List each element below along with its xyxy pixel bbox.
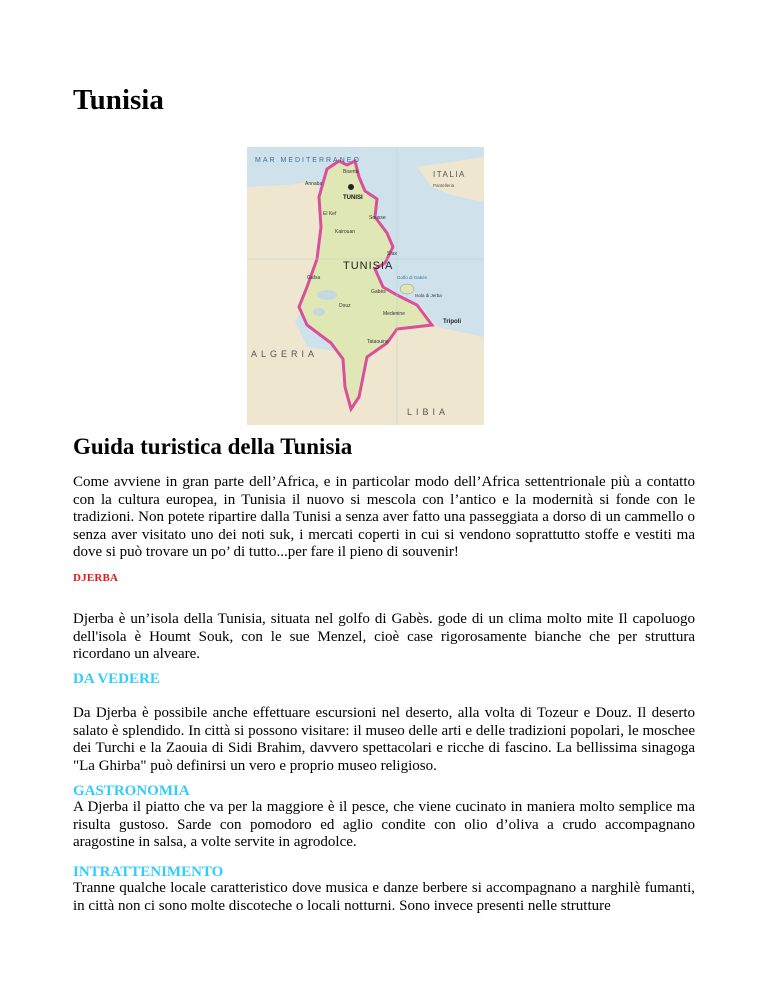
capital-marker bbox=[348, 184, 354, 190]
sfax-label: Sfax bbox=[387, 251, 398, 257]
libia-label: LIBIA bbox=[407, 407, 450, 417]
gabes-label: Gabès bbox=[371, 289, 386, 295]
gastronomia-label: GASTRONOMIA bbox=[73, 783, 190, 799]
gastronomia-paragraph: A Djerba il piatto che va per la maggiore è il pesce, che viene cucinato in maniera molto semplice ma risulta gustoso. Sarde con pomodoro ed aglio condite con olio d’oliva a crudo accompagnano aragostine in salsa, a volte servite in agrodolce. bbox=[73, 799, 695, 850]
intrattenimento-paragraph: Tranne qualche locale caratteristico dove musica e danze berbere si accompagnano a narghilè fumanti, in città non ci sono molte discoteche o locali notturni. Sono invece presenti nelle strutture bbox=[73, 880, 695, 914]
gafsa-label: Gafsa bbox=[307, 275, 321, 281]
kairouan-label: Kairouan bbox=[335, 229, 356, 235]
page-title: Tunisia bbox=[73, 84, 164, 116]
algeria-label: ALGERIA bbox=[251, 349, 319, 359]
djerba-map-label: Isola di Jerba bbox=[415, 293, 442, 298]
bizerte-label: Biserta bbox=[343, 169, 359, 175]
da-vedere-paragraph: Da Djerba è possibile anche effettuare escursioni nel deserto, alla volta di Tozeur e Douz. Il deserto salato è splendido. In città si possono visitare: il museo delle arti e delle tradizioni popolari, le moschee dei Turchi e la Zaouia di Sidi Brahim, davvero spettacolari e ricche di fascino. La bellissima sinagoga "La Ghirba" può definirsi un vero e proprio museo religioso. bbox=[73, 705, 695, 774]
kef-label: El Kef bbox=[323, 211, 337, 217]
intrattenimento-label: INTRATTENIMENTO bbox=[73, 864, 224, 880]
country-label: TUNISIA bbox=[343, 260, 394, 272]
capital-label: TUNISI bbox=[343, 195, 363, 201]
annaba-label: Annaba bbox=[305, 181, 323, 187]
tunisia-map bbox=[247, 147, 484, 425]
djerba-paragraph: Djerba è un’isola della Tunisia, situata nel golfo di Gabès. gode di un clima molto mite Il capoluogo dell'isola è Houmt Souk, con le sue Menzel, cioè case rigorosamente bianche che per struttura ricordano un alveare. bbox=[73, 611, 695, 662]
tripoli-label: Tripoli bbox=[443, 319, 461, 325]
intro-paragraph: Come avviene in gran parte dell’Africa, e in particolar modo dell’Africa settentrionale più a contatto con la cultura europea, in Tunisia il nuovo si mescola con l’antico e la modernità si fonde con le tradizioni. Non potete ripartire dalla Tunisi a senza aver fatto una passeggiata a dorso di un cammello o senza aver visitato uno dei noti suk, i mercati coperti in cui si vendono soprattutto stoffe e vestiti ma dove si può trovare un po’ di tutto...per fare il pieno di souvenir! bbox=[73, 474, 695, 560]
djerba-island bbox=[400, 284, 414, 294]
medenine-label: Medenine bbox=[383, 311, 405, 317]
sea-label: MAR MEDITERRANEO bbox=[255, 157, 361, 164]
gulf-label: Golfo di Gabès bbox=[397, 275, 428, 280]
italia-label: ITALIA bbox=[433, 170, 466, 179]
guide-heading: Guida turistica della Tunisia bbox=[73, 434, 353, 459]
douz-label: Douz bbox=[339, 303, 351, 309]
pantelleria-label: Pantelleria bbox=[433, 183, 455, 188]
sousse-label: Sousse bbox=[369, 215, 386, 221]
salt-lake bbox=[317, 290, 337, 300]
tunisia-map-illustration bbox=[247, 147, 484, 425]
djerba-label: DJERBA bbox=[73, 572, 119, 584]
da-vedere-label: DA VEDERE bbox=[73, 671, 160, 687]
tataouine-label: Tataouine bbox=[367, 339, 389, 345]
salt-lake-2 bbox=[313, 308, 325, 316]
